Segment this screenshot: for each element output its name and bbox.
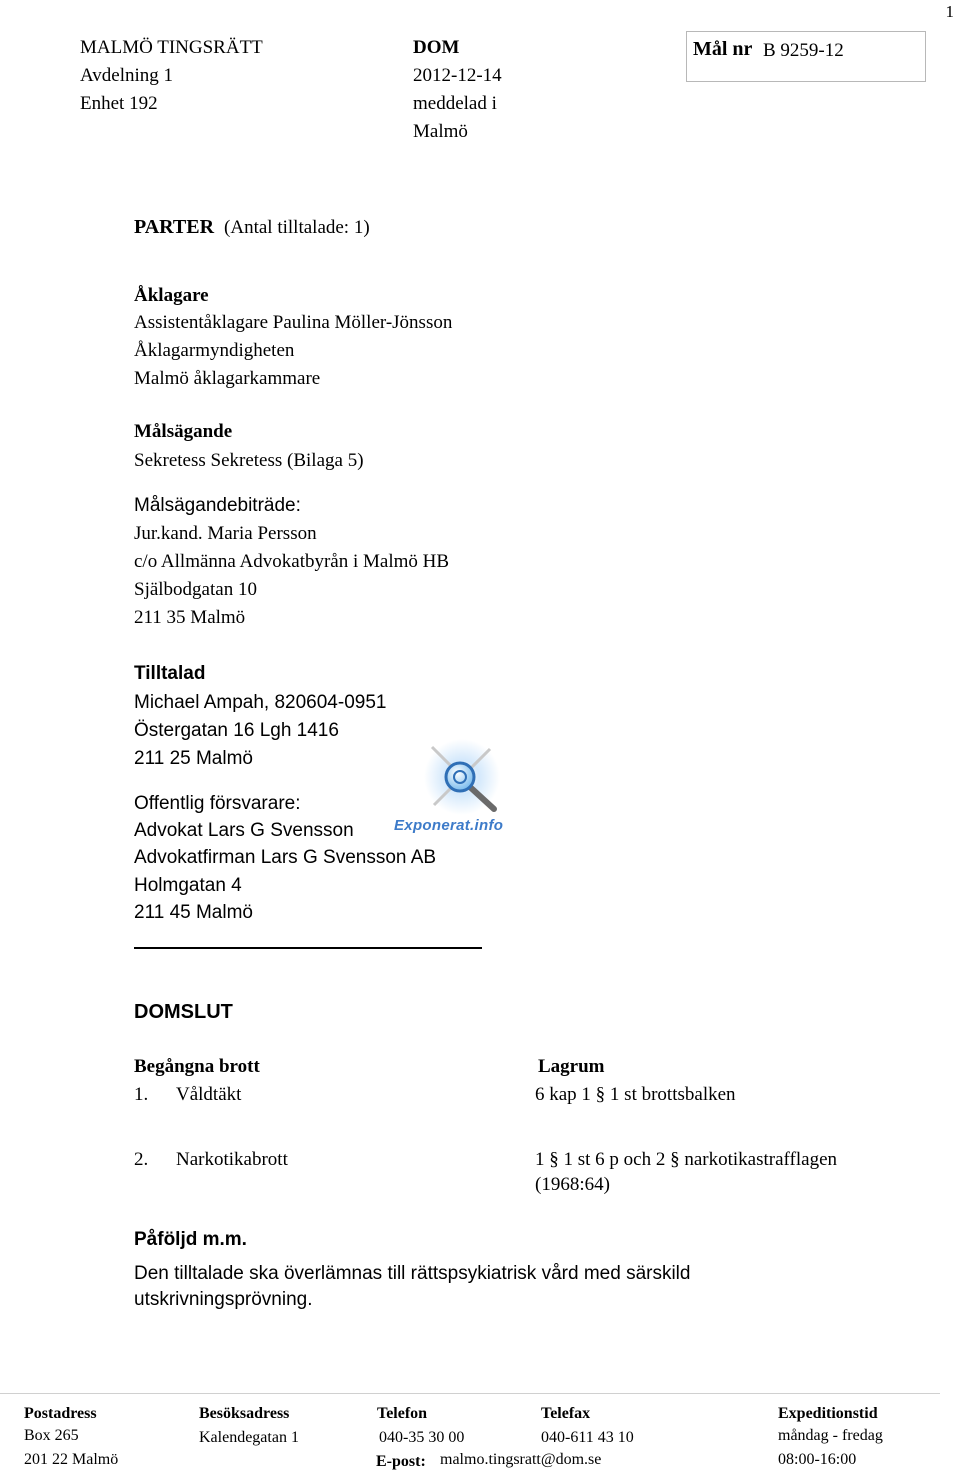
footer-postal-line: 201 22 Malmö xyxy=(24,1451,119,1468)
footer-email[interactable]: malmo.tingsratt@dom.se xyxy=(440,1451,602,1468)
prosecutor-line: Åklagarmyndigheten xyxy=(134,340,295,361)
footer-hours-line: måndag - fredag xyxy=(778,1427,883,1444)
footer-fax-label: Telefax xyxy=(541,1405,591,1422)
defendant-line: 211 25 Malmö xyxy=(134,748,253,769)
defendant-heading: Tilltalad xyxy=(134,663,206,684)
defendant-line: Michael Ampah, 820604-0951 xyxy=(134,692,387,713)
prosecutor-heading: Åklagare xyxy=(134,285,209,306)
plaintiff-heading: Målsägande xyxy=(134,421,233,442)
defender-line: Advokatfirman Lars G Svensson AB xyxy=(134,847,437,868)
footer-email-label: E-post: xyxy=(376,1453,426,1470)
footer-postal-label: Postadress xyxy=(24,1405,97,1422)
footer-hours-line: 08:00-16:00 xyxy=(778,1451,857,1468)
counsel-line: 211 35 Malmö xyxy=(134,607,246,628)
defender-line: Holmgatan 4 xyxy=(134,875,242,896)
judgment-block xyxy=(413,34,502,146)
sanction-heading: Påföljd m.m. xyxy=(134,1229,247,1250)
unit: Enhet 192 xyxy=(80,93,158,114)
page-number: 1 xyxy=(945,2,954,21)
counsel-line: Själbodgatan 10 xyxy=(134,579,257,600)
court-name: MALMÖ TINGSRÄTT xyxy=(80,37,263,58)
parties-title: PARTER xyxy=(134,216,215,238)
footer-postal-line: Box 265 xyxy=(24,1427,79,1444)
crime-name: Narkotikabrott xyxy=(176,1149,288,1170)
crime-name: Våldtäkt xyxy=(176,1084,242,1105)
crime-law-cont: (1968:64) xyxy=(535,1174,610,1195)
judgment-date: 2012-12-14 xyxy=(413,65,502,86)
footer-phone-label: Telefon xyxy=(377,1405,428,1422)
case-number-box xyxy=(686,31,926,82)
footer-visit-line: Kalendegatan 1 xyxy=(199,1429,299,1446)
counsel-line: Jur.kand. Maria Persson xyxy=(134,523,317,544)
verdict-title: DOMSLUT xyxy=(134,1001,233,1023)
case-number: B 9259-12 xyxy=(763,40,844,61)
watermark-text: Exponerat.info xyxy=(394,817,504,834)
defender-heading: Offentlig försvarare: xyxy=(134,793,301,814)
crime-law: 6 kap 1 § 1 st brottsbalken xyxy=(535,1084,736,1105)
doc-type: DOM xyxy=(413,37,460,58)
counsel-heading: Målsägandebiträde: xyxy=(134,495,301,516)
law-header: Lagrum xyxy=(538,1056,605,1077)
crimes-header: Begångna brott xyxy=(134,1056,260,1077)
counsel-line: c/o Allmänna Advokatbyrån i Malmö HB xyxy=(134,551,450,572)
crime-number: 2. xyxy=(134,1149,149,1170)
defender-line: 211 45 Malmö xyxy=(134,902,253,923)
parties-count: (Antal tilltalade: 1) xyxy=(224,217,370,238)
separator-line xyxy=(134,947,482,949)
division: Avdelning 1 xyxy=(80,65,174,86)
footer-phone: 040-35 30 00 xyxy=(379,1429,465,1446)
issued-place: Malmö xyxy=(413,121,468,142)
sanction-text: Den tilltalade ska överlämnas till rättspsykiatrisk vård med särskild xyxy=(134,1263,691,1284)
sanction-text: utskrivningsprövning. xyxy=(134,1289,313,1310)
footer-rule xyxy=(0,1393,940,1394)
parties-heading xyxy=(134,216,370,239)
court-block xyxy=(80,34,263,118)
case-label: Mål nr xyxy=(693,38,753,60)
defender-line: Advokat Lars G Svensson xyxy=(134,820,354,841)
footer-visit-label: Besöksadress xyxy=(199,1405,290,1422)
footer-hours-label: Expeditionstid xyxy=(778,1405,878,1422)
crime-law: 1 § 1 st 6 p och 2 § narkotikastrafflagen xyxy=(535,1149,837,1170)
footer-fax: 040-611 43 10 xyxy=(541,1429,634,1446)
crime-number: 1. xyxy=(134,1084,149,1105)
plaintiff-line: Sekretess Sekretess (Bilaga 5) xyxy=(134,450,364,471)
prosecutor-line: Malmö åklagarkammare xyxy=(134,368,321,389)
defendant-line: Östergatan 16 Lgh 1416 xyxy=(134,720,339,741)
issued-label: meddelad i xyxy=(413,93,497,114)
prosecutor-line: Assistentåklagare Paulina Möller-Jönsson xyxy=(134,312,453,333)
